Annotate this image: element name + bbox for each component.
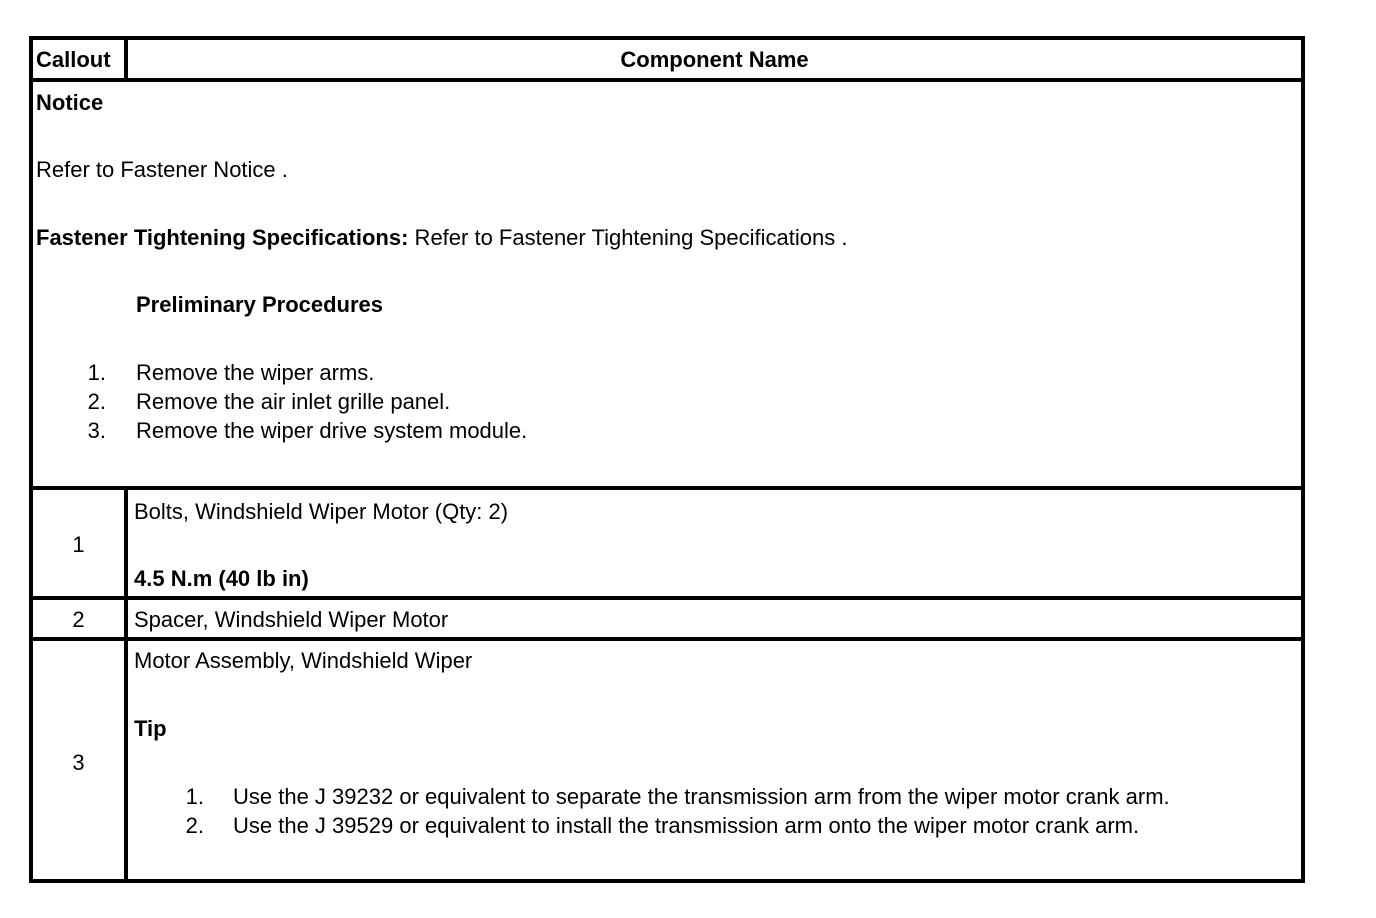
tip-text: Use the J 39529 or equivalent to install the transmission arm onto the wiper motor crank arm. [233, 813, 1140, 838]
row1-component-name: Bolts, Windshield Wiper Motor (Qty: 2) [134, 499, 509, 524]
fastener-spec-text: Refer to Fastener Tightening Specifications . [408, 225, 848, 250]
step-text: Remove the wiper drive system module. [136, 418, 528, 443]
tip-number: 2. [185, 813, 204, 838]
rows-column-divider [124, 486, 128, 883]
notice-divider [33, 486, 1301, 490]
fastener-spec-label: Fastener Tightening Specifications: [36, 225, 409, 250]
row2-component-name: Spacer, Windshield Wiper Motor [134, 607, 449, 632]
row3-tip-title: Tip [134, 716, 167, 741]
header-callout: Callout [36, 47, 111, 72]
row2-callout: 2 [72, 607, 85, 632]
step-number: 2. [87, 389, 106, 414]
notice-refer-text: Refer to Fastener Notice . [36, 157, 288, 182]
step-text: Remove the wiper arms. [136, 360, 375, 385]
row1-callout: 1 [72, 532, 85, 557]
row1-torque-spec: 4.5 N.m (40 lb in) [134, 566, 309, 591]
tip-number: 1. [185, 784, 204, 809]
row2-divider [33, 637, 1301, 641]
row1-divider [33, 596, 1301, 600]
header-component-name: Component Name [620, 47, 809, 72]
preliminary-procedures-title: Preliminary Procedures [136, 292, 384, 317]
step-number: 1. [87, 360, 106, 385]
fastener-spec-line [36, 225, 847, 251]
step-text: Remove the air inlet grille panel. [136, 389, 451, 414]
component-table [29, 36, 1305, 883]
row3-callout: 3 [72, 750, 85, 775]
step-number: 3. [87, 418, 106, 443]
notice-title: Notice [36, 90, 104, 115]
row3-component-name: Motor Assembly, Windshield Wiper [134, 648, 473, 673]
header-divider [33, 78, 1301, 82]
tip-text: Use the J 39232 or equivalent to separate the transmission arm from the wiper motor crank arm. [233, 784, 1170, 809]
